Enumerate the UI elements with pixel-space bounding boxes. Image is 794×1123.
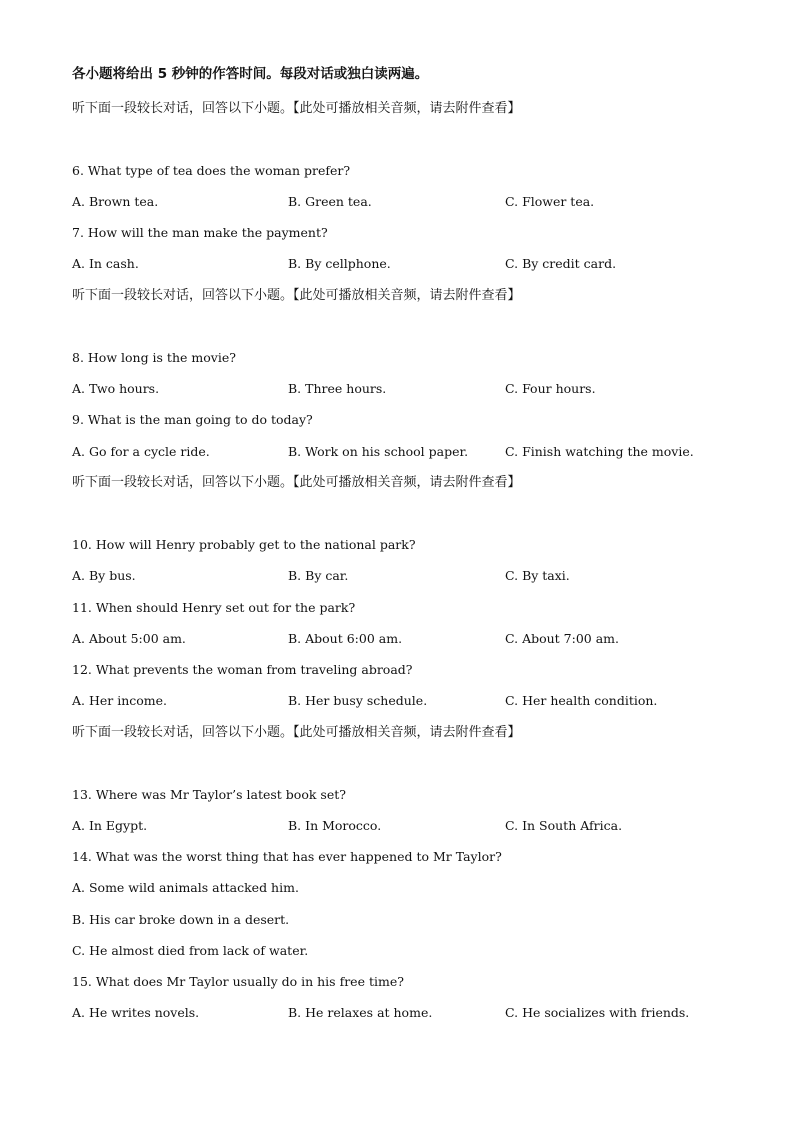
listening-instruction-3: 听下面一段较长对话，回答以下小题。【此处可播放相关音频，请去附件查看】	[72, 475, 521, 490]
q15-option-c: C. He socializes with friends.	[505, 1005, 690, 1020]
q13-option-c: C. In South Africa.	[505, 818, 623, 833]
q15-option-a: A. He writes novels.	[72, 1005, 200, 1020]
question-14: 14. What was the worst thing that has ever happened to Mr Taylor?	[72, 849, 502, 864]
q11-option-a: A. About 5:00 am.	[72, 631, 186, 646]
section-intro: 各小题将给出 5 秒钟的作答时间。每段对话或独白读两遍。	[72, 66, 429, 82]
listening-instruction-4: 听下面一段较长对话，回答以下小题。【此处可播放相关音频，请去附件查看】	[72, 725, 521, 740]
question-6: 6. What type of tea does the woman prefer?	[72, 163, 351, 178]
q8-option-b: B. Three hours.	[288, 381, 387, 396]
q13-option-b: B. In Morocco.	[288, 818, 382, 833]
q7-option-c: C. By credit card.	[505, 256, 617, 271]
question-7: 7. How will the man make the payment?	[72, 225, 328, 240]
question-13: 13. Where was Mr Taylor’s latest book set?	[72, 787, 346, 802]
q11-option-b: B. About 6:00 am.	[288, 631, 403, 646]
q11-option-c: C. About 7:00 am.	[505, 631, 619, 646]
question-10: 10. How will Henry probably get to the national park?	[72, 537, 416, 552]
q6-option-c: C. Flower tea.	[505, 194, 595, 209]
q13-option-a: A. In Egypt.	[72, 818, 148, 833]
listening-instruction-2: 听下面一段较长对话，回答以下小题。【此处可播放相关音频，请去附件查看】	[72, 288, 521, 303]
q14-option-a: A. Some wild animals attacked him.	[72, 880, 299, 895]
question-15: 15. What does Mr Taylor usually do in his free time?	[72, 974, 404, 989]
q10-option-b: B. By car.	[288, 568, 349, 583]
q10-option-a: A. By bus.	[72, 568, 136, 583]
q9-option-b: B. Work on his school paper.	[288, 444, 469, 459]
q8-option-a: A. Two hours.	[72, 381, 160, 396]
q12-option-c: C. Her health condition.	[505, 693, 658, 708]
q14-option-c: C. He almost died from lack of water.	[72, 943, 309, 958]
q10-option-c: C. By taxi.	[505, 568, 570, 583]
q7-option-a: A. In cash.	[72, 256, 139, 271]
q12-option-b: B. Her busy schedule.	[288, 693, 428, 708]
q6-option-a: A. Brown tea.	[72, 194, 159, 209]
listening-instruction-1: 听下面一段较长对话，回答以下小题。【此处可播放相关音频，请去附件查看】	[72, 101, 521, 116]
question-12: 12. What prevents the woman from traveling abroad?	[72, 662, 413, 677]
q14-option-b: B. His car broke down in a desert.	[72, 912, 290, 927]
q12-option-a: A. Her income.	[72, 693, 168, 708]
q9-option-a: A. Go for a cycle ride.	[72, 444, 210, 459]
q6-option-b: B. Green tea.	[288, 194, 372, 209]
question-8: 8. How long is the movie?	[72, 350, 236, 365]
question-9: 9. What is the man going to do today?	[72, 412, 313, 427]
question-11: 11. When should Henry set out for the park?	[72, 600, 356, 615]
q9-option-c: C. Finish watching the movie.	[505, 444, 694, 459]
q15-option-b: B. He relaxes at home.	[288, 1005, 433, 1020]
q7-option-b: B. By cellphone.	[288, 256, 391, 271]
q8-option-c: C. Four hours.	[505, 381, 596, 396]
